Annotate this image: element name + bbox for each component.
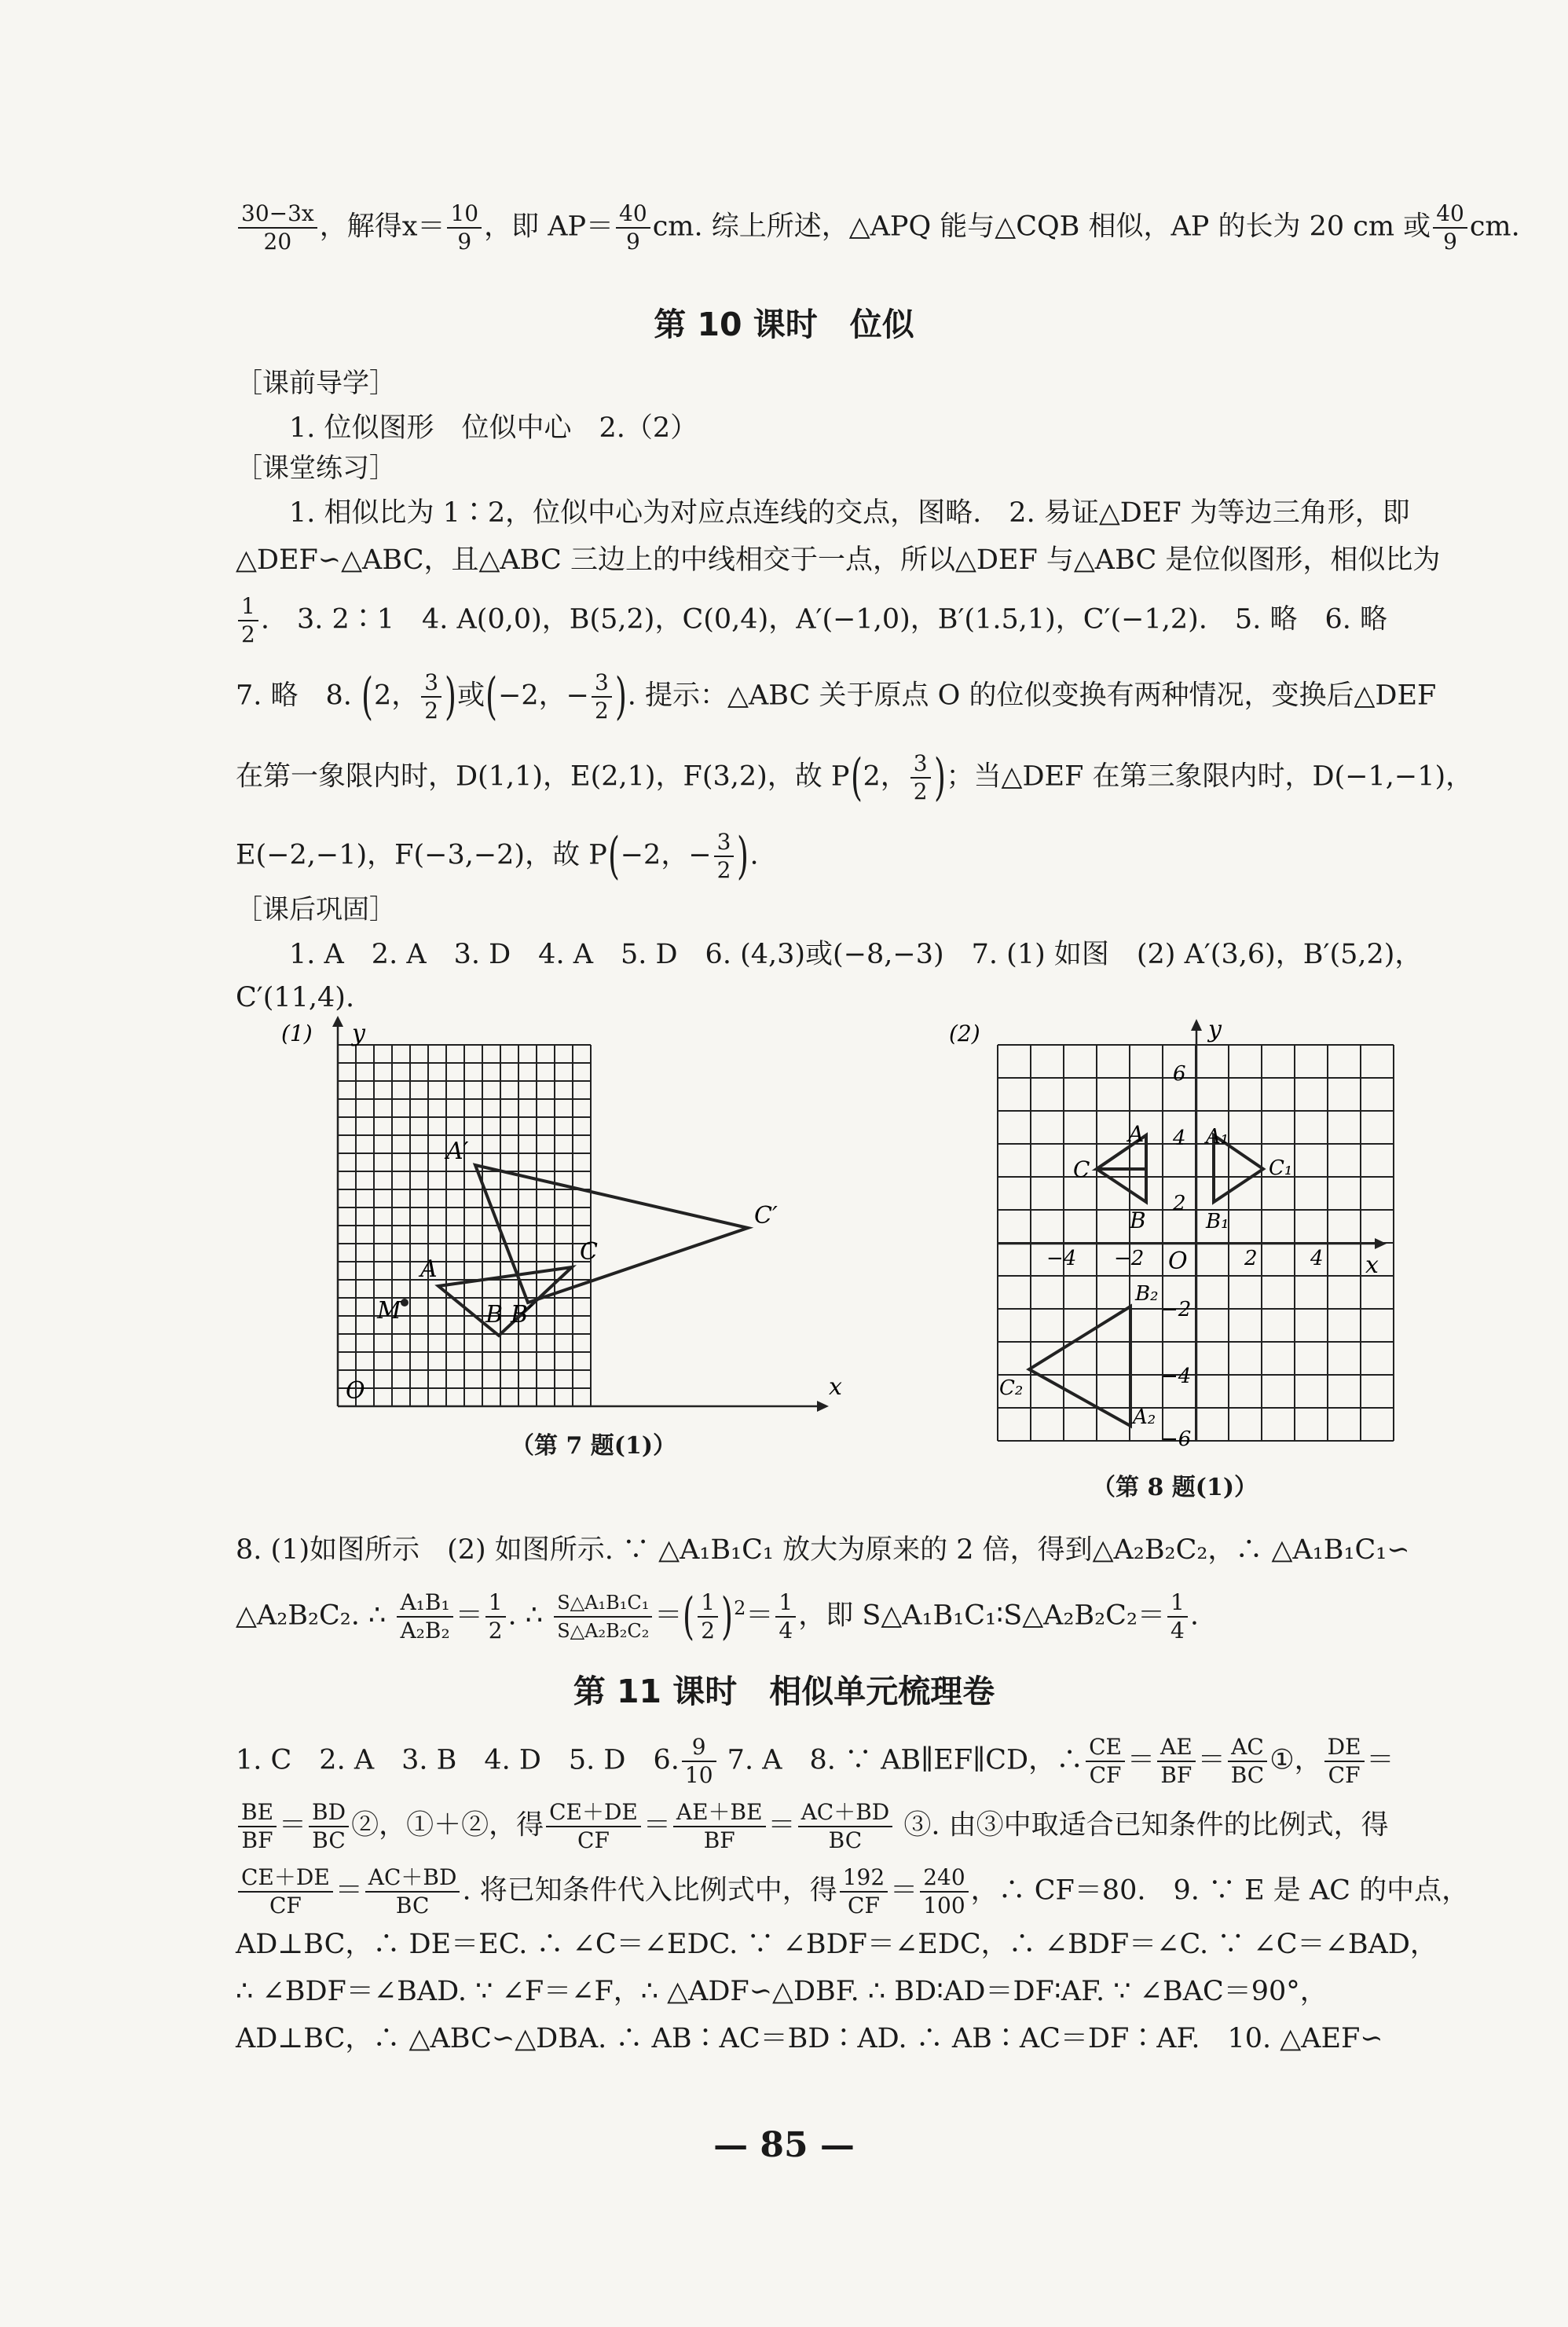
l11-line-1: 1. C 2. A 3. B 4. D 5. D 6. $\frac{9}{10}$ 7. A 8. ∵ AB∥EF∥CD，∴ $\frac{CE}{CF}$ ＝ $\frac{AE}{BF}$ ＝ $\frac{AC}{BC}$ ①， $\frac{DE}{CF}$ ＝: [236, 1734, 1394, 1788]
tick-y-m6: −6: [1161, 1427, 1192, 1451]
l11-line-4: AD⊥BC，∴ DE＝EC. ∴ ∠C＝∠EDC. ∵ ∠BDF＝∠EDC，∴ ∠BDF＝∠C. ∵ ∠C＝∠BAD，: [236, 1929, 1438, 1960]
frac-den: CF: [577, 1827, 610, 1853]
frac-den: BF: [241, 1827, 273, 1853]
frac-den: 2: [241, 621, 255, 647]
frac-den: BC: [1230, 1762, 1265, 1788]
frac-den: 9: [625, 229, 640, 255]
text: cm. 综上所述，△APQ 能与△CQB 相似，AP 的长为 20 cm 或: [652, 211, 1431, 243]
post-line-2: C′(11,4).: [236, 982, 355, 1013]
paren: (: [850, 749, 863, 807]
label-m: M: [377, 1297, 401, 1325]
figure-8-caption: （第 8 题(1)）: [1092, 1474, 1258, 1501]
frac-num: 3: [421, 669, 441, 698]
text: . 3. 2∶1 4. A(0,0)，B(5,2)，C(0,4)，A′(−1,0)，B′(1.5,1)，C′(−1,2). 5. 略 6. 略: [260, 603, 1387, 636]
fraction: [485, 1589, 506, 1644]
label-y: y: [1208, 1016, 1222, 1043]
frac-num: A₁B₁: [397, 1589, 452, 1618]
text: ，解得x＝: [319, 211, 445, 243]
tick-x-2: 2: [1244, 1247, 1258, 1270]
frac-den: 2: [716, 857, 731, 883]
text: ②，①＋②，得: [351, 1809, 544, 1841]
text: . 提示：△ABC 关于原点 O 的位似变换有两种情况，变换后△DEF: [627, 680, 1437, 712]
point-m: [401, 1299, 408, 1306]
frac-den: 4: [1170, 1618, 1185, 1644]
figure-7-1: [267, 1010, 864, 1442]
q8-line-2: △A₂B₂C₂. ∴ $\frac{\text{A₁B₁}}{\text{A₂B₂}}$ ＝ $\frac{1}{2}$ . ∴ $\frac{\text{S△A₁B₁C₁}}{\text{S△A₂B₂C₂}}$ ＝( $\frac{1}{2}$ )$^2$＝ $\frac{1}{4}$ ，即 S△A₁B₁C₁∶S△A₂B₂C₂＝ $\frac{1}{4}$ .: [236, 1588, 1199, 1647]
frac-num: 1: [1167, 1589, 1188, 1618]
tick-y-2: 2: [1173, 1192, 1186, 1215]
fraction: [592, 669, 612, 724]
class-line-6: E(−2,−1)，F(−3,−2)，故 P(−2，− $\frac{3}{2}$ ).: [236, 827, 759, 885]
fraction: [238, 1864, 333, 1919]
frac-den: 2: [595, 698, 609, 724]
x-axis-arrow: [817, 1401, 829, 1412]
section-label-pre: ［课前导学］: [236, 368, 396, 399]
label-a1: A₁: [1206, 1125, 1229, 1149]
fraction: [673, 1799, 766, 1854]
frac-den: 9: [457, 229, 472, 255]
text: 在第一象限内时，D(1,1)，E(2,1)，F(3,2)，故 P: [236, 760, 850, 793]
label-b1: B₁: [1206, 1210, 1229, 1233]
text: cm.: [1469, 211, 1520, 243]
text: −2，−: [498, 680, 589, 712]
text: ＝: [654, 1600, 683, 1632]
label-c: C: [580, 1238, 598, 1266]
l11-line-5: ∴ ∠BDF＝∠BAD. ∵ ∠F＝∠F，∴ △ADF∽△DBF. ∴ BD∶AD＝DF∶AF. ∵ ∠BAC＝90°，: [236, 1976, 1328, 2007]
frac-den: 2: [913, 779, 928, 804]
frac-den: CF: [1089, 1762, 1122, 1788]
lesson11-title: 第 11 课时 相似单元梳理卷: [573, 1673, 995, 1710]
fraction: [920, 1864, 968, 1919]
frac-num: AC＋BD: [365, 1864, 460, 1893]
fraction: [616, 200, 650, 255]
figure-tag: (2): [949, 1021, 980, 1046]
fraction: [447, 200, 482, 255]
frac-num: 1: [238, 593, 258, 621]
text: . 将已知条件代入比例式中，得: [462, 1874, 837, 1907]
frac-num: S△A₁B₁C₁: [554, 1589, 652, 1618]
x-axis-arrow: [1375, 1238, 1387, 1249]
figure-8-1: [935, 1010, 1406, 1465]
frac-num: 40: [616, 200, 650, 229]
frac-num: 9: [682, 1734, 716, 1762]
fraction: [775, 1589, 796, 1644]
label-c: C: [1073, 1156, 1090, 1182]
label-x: x: [829, 1373, 842, 1401]
frac-den: 2: [701, 1618, 716, 1644]
fraction: [1167, 1589, 1188, 1644]
paren: (: [361, 668, 374, 726]
pre-answers: 1. 位似图形 位似中心 2.（2）: [289, 412, 698, 444]
intro-line: [236, 200, 1520, 255]
frac-den: CF: [269, 1893, 302, 1918]
frac-num: BD: [309, 1799, 349, 1827]
frac-num: 3: [714, 829, 735, 857]
q8-line-1: 8. (1)如图所示 (2) 如图所示. ∵ △A₁B₁C₁ 放大为原来的 2 倍，得到△A₂B₂C₂，∴ △A₁B₁C₁∽: [236, 1534, 1410, 1566]
section-label-class: ［课堂练习］: [236, 453, 396, 484]
l11-line-2: $\frac{BE}{BF}$ ＝ $\frac{BD}{BC}$ ②，①＋②，得 $\frac{CE+DE}{CF}$ ＝ $\frac{AE+BE}{BF}$ ＝ $\frac{AC+BD}{BC}$ ③. 由③中取适合已知条件的比例式，得: [236, 1799, 1445, 1854]
label-c-prime: C′: [754, 1202, 778, 1229]
frac-num: CE: [1086, 1734, 1125, 1762]
fraction: [365, 1864, 460, 1919]
frac-den: 9: [1443, 229, 1457, 255]
text: ＝: [746, 1600, 774, 1632]
frac-den: 4: [779, 1618, 793, 1644]
frac-num: 3: [592, 669, 612, 698]
tick-y-6: 6: [1173, 1062, 1186, 1086]
paren: (: [607, 827, 620, 885]
frac-num: AC: [1228, 1734, 1268, 1762]
fraction: [309, 1799, 349, 1854]
frac-num: CE＋DE: [546, 1799, 641, 1827]
fraction: [238, 200, 317, 255]
frac-den: BC: [312, 1827, 346, 1853]
fraction: [1157, 1734, 1196, 1789]
text: 或: [457, 680, 485, 712]
lesson10-title: 第 10 课时 位似: [654, 306, 914, 343]
figure-7-caption: （第 7 题(1)）: [511, 1432, 677, 1460]
frac-num: 1: [775, 1589, 796, 1618]
frac-num: 192: [840, 1864, 888, 1893]
text: 2，: [374, 680, 419, 712]
text: ③. 由③中取适合已知条件的比例式，得: [903, 1809, 1389, 1841]
fraction: [714, 829, 735, 884]
fraction: [698, 1589, 718, 1644]
paren: ): [933, 749, 946, 807]
frac-num: CE＋DE: [238, 1864, 333, 1893]
text: ，∴ CF＝80. 9. ∵ E 是 AC 的中点，: [970, 1874, 1470, 1907]
triangle-abc: [438, 1267, 572, 1336]
fraction: [1086, 1734, 1125, 1789]
fraction: [546, 1799, 641, 1854]
text: △A₂B₂C₂. ∴: [236, 1600, 387, 1632]
frac-den: A₂B₂: [400, 1618, 450, 1644]
fraction: [554, 1589, 652, 1644]
text: ；当△DEF 在第三象限内时，D(−1,−1)，: [946, 760, 1474, 793]
tick-y-4: 4: [1173, 1127, 1186, 1150]
fraction: [1433, 200, 1467, 255]
label-b: B: [1130, 1207, 1146, 1233]
frac-den: 10: [684, 1762, 713, 1788]
text: E(−2,−1)，F(−3,−2)，故 P: [236, 839, 607, 871]
frac-num: 1: [698, 1589, 718, 1618]
paren: ): [445, 668, 457, 726]
l11-line-6: AD⊥BC，∴ △ABC∽△DBA. ∴ AB∶AC＝BD∶AD. ∴ AB∶AC＝DF∶AF. 10. △AEF∽: [236, 2023, 1383, 2054]
frac-den: 20: [263, 229, 292, 255]
tick-x-m2: −2: [1114, 1247, 1145, 1270]
triangle-a1b1c1: [475, 1165, 748, 1303]
text: 2，: [863, 760, 908, 793]
fraction: [1228, 1734, 1268, 1789]
fraction: [1324, 1734, 1365, 1789]
label-o: O: [346, 1377, 365, 1405]
text: ＝: [455, 1600, 483, 1632]
frac-den: BF: [703, 1827, 735, 1853]
frac-den: CF: [1328, 1762, 1361, 1788]
frac-den: BC: [395, 1893, 430, 1918]
figure-tag: (1): [281, 1021, 313, 1046]
exponent: 2: [734, 1597, 746, 1619]
frac-den: 100: [923, 1893, 965, 1918]
frac-den: CF: [848, 1893, 880, 1918]
frac-num: 240: [920, 1864, 968, 1893]
frac-num: AE＋BE: [673, 1799, 766, 1827]
fraction: [840, 1864, 888, 1919]
y-axis-arrow: [332, 1016, 343, 1027]
tick-y-m4: −4: [1161, 1365, 1192, 1388]
paren: (: [683, 1588, 695, 1647]
tick-x-m4: −4: [1046, 1247, 1077, 1270]
label-a2: A₂: [1133, 1405, 1156, 1429]
paren: ): [721, 1588, 734, 1647]
class-line-1: 1. 相似比为 1∶2，位似中心为对应点连线的交点，图略. 2. 易证△DEF 为等边三角形，即: [289, 497, 1410, 529]
post-line-1: 1. A 2. A 3. D 4. A 5. D 6. (4,3)或(−8,−3) 7. (1) 如图 (2) A′(3,6)，B′(5,2)，: [289, 939, 1423, 970]
frac-num: AC＋BD: [798, 1799, 893, 1827]
frac-num: 10: [447, 200, 482, 229]
frac-den: 2: [488, 1618, 503, 1644]
label-a: A: [1128, 1121, 1145, 1147]
text: ，即 AP＝: [484, 211, 614, 243]
frac-num: 40: [1433, 200, 1467, 229]
text: . ∴: [507, 1600, 544, 1632]
text: ，即 S△A₁B₁C₁∶S△A₂B₂C₂＝: [798, 1600, 1165, 1632]
class-line-3: [236, 593, 1445, 648]
label-y: y: [352, 1020, 365, 1047]
text: 7. A 8. ∵ AB∥EF∥CD，∴: [727, 1744, 1084, 1776]
y-axis-arrow: [1191, 1019, 1202, 1031]
frac-num: 30−3x: [238, 200, 317, 229]
frac-num: 3: [910, 750, 931, 779]
fraction: [910, 750, 931, 805]
label-c2: C₂: [999, 1376, 1024, 1400]
label-c1: C₁: [1269, 1156, 1293, 1180]
section-label-post: ［课后巩固］: [236, 894, 396, 925]
fraction: [238, 593, 258, 648]
fraction: [397, 1589, 452, 1644]
class-line-2: △DEF∽△ABC，且△ABC 三边上的中线相交于一点，所以△DEF 与△ABC 是位似图形，相似比为: [236, 544, 1441, 576]
tick-y-m2: −2: [1161, 1298, 1192, 1321]
paren: ): [614, 668, 627, 726]
fraction: [238, 1799, 277, 1854]
page-number: — 85 —: [713, 2125, 855, 2165]
frac-num: 1: [485, 1589, 506, 1618]
frac-den: BF: [1160, 1762, 1192, 1788]
label-b: B: [485, 1301, 504, 1328]
text: −2，−: [620, 839, 712, 871]
frac-den: S△A₂B₂C₂: [557, 1620, 650, 1643]
label-b2: B₂: [1135, 1282, 1159, 1306]
label-b-prime: B′: [511, 1301, 533, 1328]
label-o: O: [1168, 1248, 1188, 1275]
frac-num: DE: [1324, 1734, 1365, 1762]
frac-num: BE: [238, 1799, 277, 1827]
tick-x-4: 4: [1310, 1247, 1324, 1270]
text: ①，: [1269, 1744, 1322, 1776]
fraction: [682, 1734, 716, 1789]
class-line-5: [236, 749, 1474, 807]
label-a: A: [420, 1255, 438, 1283]
class-line-4: [236, 669, 1445, 724]
fraction: [798, 1799, 893, 1854]
paren: (: [485, 668, 498, 726]
l11-line-3: $\frac{CE+DE}{CF}$ ＝ $\frac{AC+BD}{BC}$ . 将已知条件代入比例式中，得 $\frac{192}{CF}$ ＝ $\frac{240}{100}$ ，∴ CF＝80. 9. ∵ E 是 AC 的中点，: [236, 1864, 1445, 1919]
fraction: [421, 669, 441, 724]
frac-den: BC: [828, 1827, 863, 1853]
frac-num: AE: [1157, 1734, 1196, 1762]
label-x: x: [1365, 1251, 1379, 1279]
paren: ): [737, 827, 749, 885]
text: 7. 略 8.: [236, 680, 361, 712]
frac-den: 2: [424, 698, 439, 724]
label-a-prime: A′: [446, 1138, 469, 1165]
text: 1. C 2. A 3. B 4. D 5. D 6.: [236, 1744, 680, 1776]
